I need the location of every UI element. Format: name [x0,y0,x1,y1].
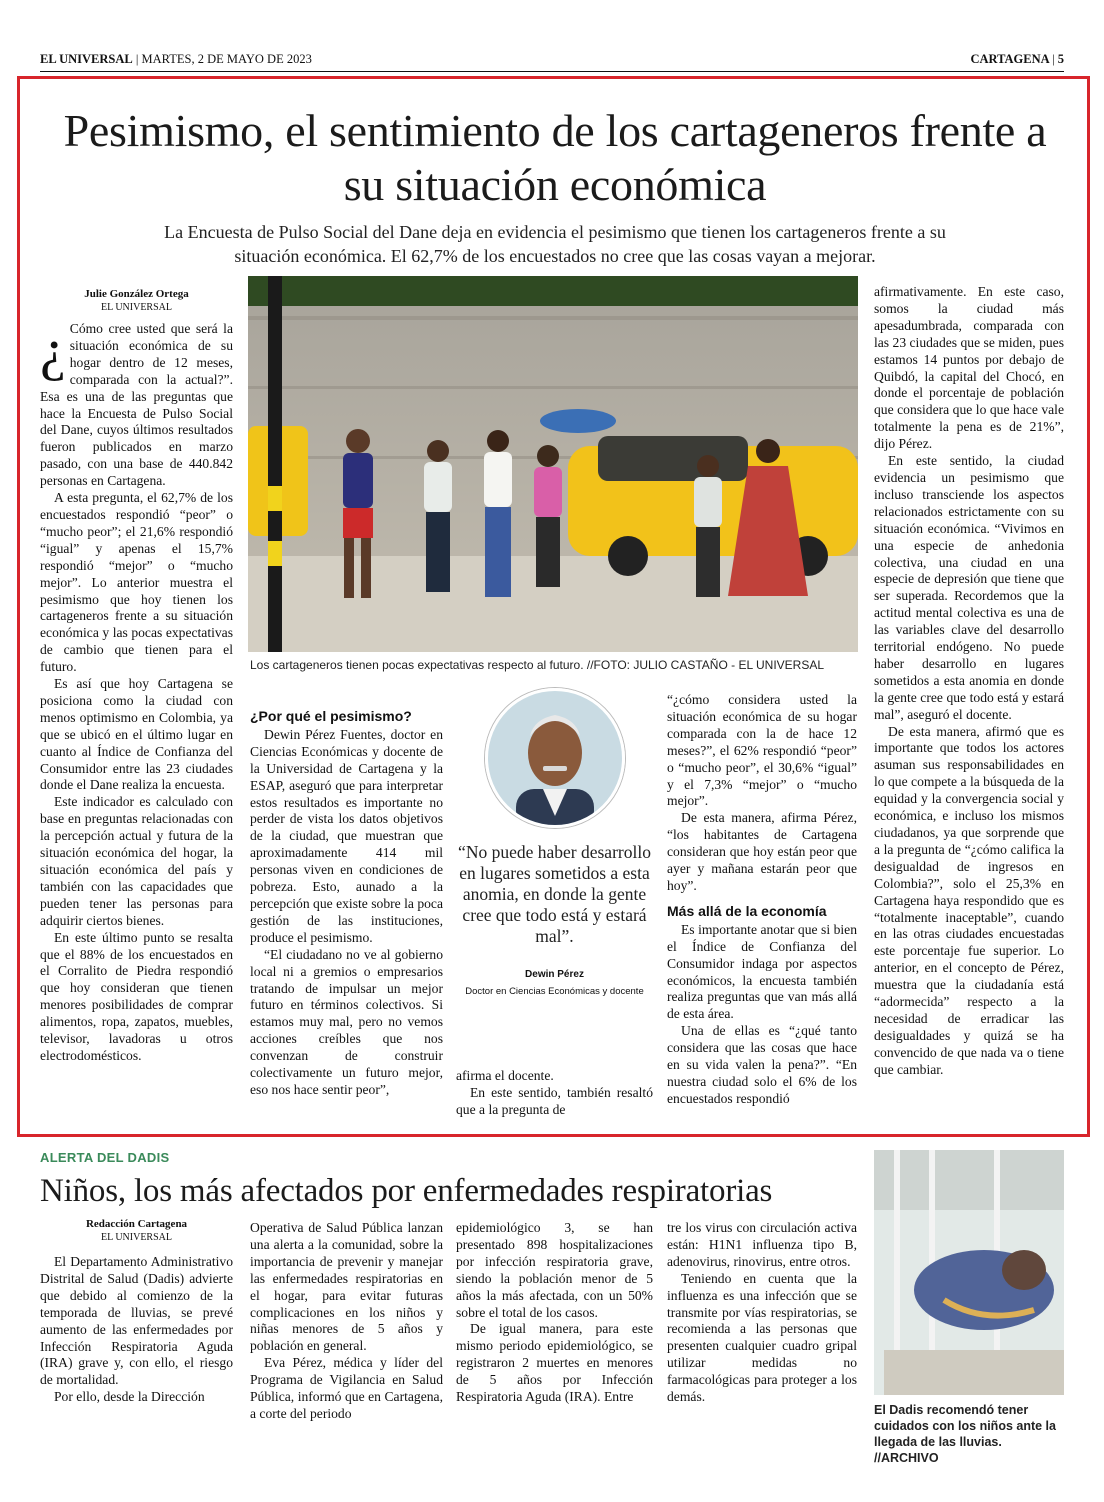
child-photo-image [874,1150,1064,1395]
paragraph: En este sentido, la ciudad evidencia un pesimismo que incluso transciende los aspectos relacionados estrictamente con su situación económica. “Vivimos en una especie de anhedonia colectiva, una ciudad en una especie de depresión que tiene que ser superada. Recordemos que la actitud mental colectiva es una de las variables clave del desarrollo territorial endógeno. No puede haber desarrollo en lugares sometidos a esta anomia en donde la gente cree que todo está y estará mal”, aseguró el docente. [874,453,1064,722]
paragraph: De esta manera, afirma Pérez, “los habitantes de Cartagena consideran que hoy están peor que ayer y mañana estarán peor que hoy”. [667,810,857,893]
paragraph: Es importante anotar que si bien el Índice de Confianza del Consumidor indaga por aspectos económicos, la encuesta también realiza preguntas que van más allá de esta área. [667,921,857,1022]
paragraph: En este último punto se resalta que el 88% de los encuestados en el Corralito de Piedra respondió que hoy consideran que tienen menores posibilidades de comprar alimentos, ropa, zapatos, muebles, televisor, lavadoras u otros electrodomésticos. [40,929,233,1063]
paragraph: afirma el docente. [456,1068,554,1083]
article2-column-1-text [40,1254,233,1406]
quote-attribution-name: Dewin Pérez [525,969,584,980]
paragraph: Dewin Pérez Fuentes, doctor en Ciencias Económicas y docente de la Universidad de Cartagena y la ESAP, aseguró que para interpretar estos resultados es importante no perder de vista los datos objetivos de la ciudad, que muestran que aproximadamente 414 mil personas viven en condiciones de pobreza. Esto, aunado a la percepción que existe sobre la poca gestión de las instituciones, produce el pesimismo. [250,726,443,945]
article2-column-2 [250,1220,443,1423]
paragraph: En este sentido, también resaltó que a la pregunta de [456,1084,653,1117]
paragraph: Teniendo en cuenta que la influenza es una infección que se transmite por vías respiratorias, se recomienda a las personas que presenten cualquier cuadro gripal utilizar medidas no farmacológicas para proteger a los demás. [667,1270,857,1405]
article2-column-1 [40,1218,233,1406]
article2-byline [40,1218,233,1244]
article-column-1 [40,288,233,1065]
street-photo-image [248,276,858,652]
quote-attribution-role: Doctor en Ciencias Económicas y docente [465,986,644,997]
portrait-image [488,691,622,825]
paragraph: A esta pregunta, el 62,7% de los encuestados respondió “peor” o “mucho peor”; el 21,6% respondió “igual” y apenas el 15,7% respondió “mejor” o “mucho mejor”. Lo anterior muestra el pesimismo que hoy tienen los cartageneros frente a su situación económica y las pocas expectativas de cambio que tienen para el futuro. [40,490,233,675]
subhead-beyond-economy: Más allá de la economía [667,902,827,919]
child-photo [874,1150,1064,1395]
header-rule [40,71,1064,72]
photo-caption: Los cartageneros tienen pocas expectativas respecto al futuro. //FOTO: JULIO CASTAÑO - EL UNIVERSAL [250,658,825,672]
paragraph: Una de ellas es “¿qué tanto considera que las cosas que hace en su vida valen la pena?”. “En nuestra ciudad solo el 6% de los encuestados respondió [667,1023,857,1106]
page-header [40,52,1064,72]
paragraph: “¿cómo considera usted la situación económica de su hogar comparada con la de hace 12 meses?”, el 62% respondió “peor” o “mucho peor”, el 30,6% “igual” y el 7,3% “mejor” o “mucho mejor”. [667,692,857,809]
article-deck: La Encuesta de Pulso Social del Dane deja en evidencia el pesimismo que tienen los cartageneros frente a su situación económica. El 62,7% de los encuestados no cree que las cosas vayan a mejorar. [164,222,946,266]
paragraph: tre los virus con circulación activa están: H1N1 influenza tipo B, adenovirus, rinovirus, entre otros. [667,1220,857,1269]
article-column-2 [250,708,443,1099]
street-photo [248,276,858,652]
paragraph: De igual manera, para este mismo periodo epidemiológico, se registraron 2 muertes en menores de 5 años por Infección Respiratoria Aguda (IRA). Entre [456,1321,653,1405]
author-outlet: EL UNIVERSAL [100,302,172,313]
article2-column-4 [667,1220,857,1406]
header-left [40,52,312,67]
article2-column-3 [456,1220,653,1406]
header-separator-right: | [1052,52,1055,66]
paragraph: Este indicador es calculado con base en preguntas relacionadas con la percepción actual y futura de la situación económica del hogar, la situación económica del país y también con las capacidades que pueden tener las personas para adquirir ciertos bienes. [40,794,233,928]
drop-cap: ¿ [40,317,66,382]
byline [40,288,233,314]
issue-date: MARTES, 2 DE MAYO DE 2023 [141,52,312,66]
paper-name: EL UNIVERSAL [40,52,133,66]
page-number: 5 [1057,52,1064,66]
paragraph: epidemiológico 3, se han presentado 898 hospitalizaciones por infección respiratoria grave, siendo la población menor de 5 años la más afectada, con un 50% sobre el total de los casos. [456,1220,653,1320]
paragraph: “El ciudadano no ve al gobierno local ni a gremios o empresarios tratando de impulsar un mejor futuro en términos colectivos. Si estamos muy mal, pero no vemos acciones creíbles que nos convenzan de construir colectivamente un futuro mejor, eso nos hace sentir peor”, [250,946,443,1097]
paragraph: De esta manera, afirmó que es importante que todos los actores asuman sus responsabilidades en lo que compete a la búsqueda de la equidad y la convergencia social y económica, e incluso los mismos ciudadanos, ya que sorprende que a la pregunta de “¿cómo califica la desigualdad de ingresos en Colombia?”, solo el 25,3% en Cartagena haya respondido que es “totalmente inaceptable”, cuando en las otras ciudades encuestadas este porcentaje fue superior. Lo anterior, en el concepto de Pérez, muestra que la ciudadanía está “adormecida” respecto a la necesidad de erradicar las desigualdades y quizá se ha convencido de que nada va o tiene que cambiar. [874,723,1064,1077]
column-1-text [40,317,233,1065]
paragraph: Operativa de Salud Pública lanzan una alerta a la comunidad, sobre la importancia de prevenir y manejar las enfermedades respiratorias en el hogar, para evitar futuras complicaciones en los niños y niñas menores de 5 años y población en general. [250,1220,443,1354]
article2-headline: Niños, los más afectados por enfermedades respiratorias [40,1173,773,1209]
header-right [970,52,1064,67]
section-name: CARTAGENA [970,52,1049,66]
subhead-why-pessimism: ¿Por qué el pesimismo? [250,708,412,724]
author-name: Julie González Ortega [84,288,189,300]
pull-quote: “No puede haber desarrollo en lugares sometidos a esta anomia, en donde la gente cree que todo está y estará mal”. [458,842,651,946]
article2-outlet: EL UNIVERSAL [100,1232,172,1243]
paragraph: Eva Pérez, médica y líder del Programa de Vigilancia en Salud Pública, informó que en Cartagena, a corte del periodo [250,1355,443,1421]
paragraph: El Departamento Administrativo Distrital de Salud (Dadis) advierte que debido al comienzo de la temporada de lluvias, se prevé aumento de las enfermedades por Infección Respiratoria Aguda (IRA) grave y, con ello, el riesgo de mortalidad. [40,1254,233,1388]
portrait-photo [485,688,625,828]
article-headline: Pesimismo, el sentimiento de los cartageneros frente a su situación económica [63,105,1047,210]
paragraph: afirmativamente. En este caso, somos la ciudad más apesadumbrada, comparada con las 23 ciudades que se miden, pues estamos 14 puntos por debajo de Quibdó, la capital del Chocó, en donde el porcentaje de población que considera que lo que hace vale totalmente la pena es de 21%”, dijo Pérez. [874,284,1064,452]
paragraph: Por ello, desde la Dirección [54,1389,205,1405]
article-column-5 [874,284,1064,1079]
paragraph: Cómo cree usted que será la situación económica de su hogar dentro de 12 meses, comparada con la actual?”. Esa es una de las preguntas que hace la Encuesta de Pulso Social del Dane, cuyos últimos resultados fueron publicados en marzo pasado, con una base de 440.842 personas en Cartagena. [40,321,233,489]
header-separator: | [135,52,139,66]
article2-kicker: ALERTA DEL DADIS [40,1150,170,1165]
article2-author: Redacción Cartagena [85,1218,188,1230]
paragraph: Es así que hoy Cartagena se posiciona como la ciudad con menos optimismo en Colombia, ya que se ubicó en el último lugar en cuanto al Índice de Confianza del Consumidor entre las 23 ciudades donde el Dane realiza la encuesta. [40,676,233,793]
article-column-4 [667,692,857,1108]
pull-quote-box [456,688,653,997]
article-column-3-continuation [456,1068,653,1119]
child-photo-caption: El Dadis recomendó tener cuidados con los niños ante la llegada de las lluvias. //ARCHIVO [874,1403,1056,1465]
